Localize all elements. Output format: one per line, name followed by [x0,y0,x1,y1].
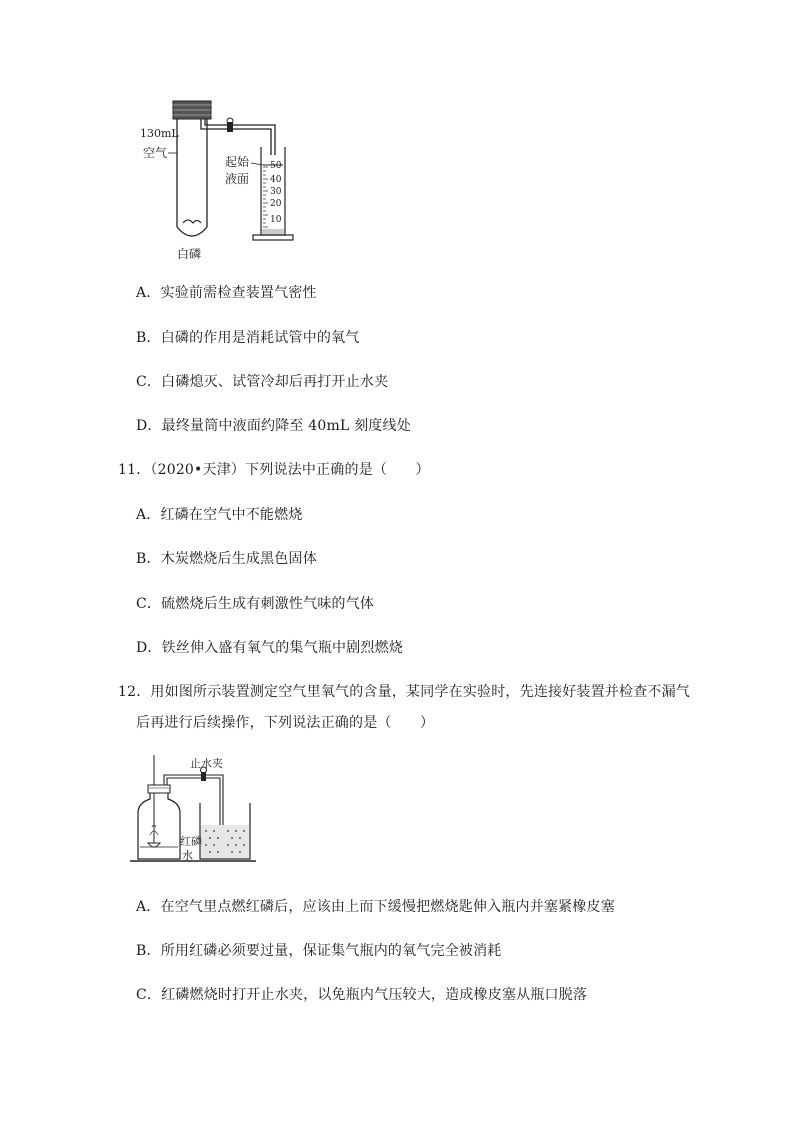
q12-stem-line1: 12．用如图所示装置测定空气里氧气的含量，某同学在实验时，先连接好装置并检查不漏气 [118,684,691,700]
q10-option-d: D．最终量筒中液面约降至 40mL 刻度线处 [136,418,411,434]
q11-option-d: D．铁丝伸入盛有氧气的集气瓶中剧烈燃烧 [136,640,404,656]
figure-gas-jar-apparatus [128,755,263,870]
q10-option-a: A．实验前需检查装置气密性 [136,285,317,301]
label-white-phosphorus: 白磷 [177,247,202,261]
q11-option-c: C．硫燃烧后生成有刺激性气味的气体 [136,596,375,612]
beaker [200,803,250,859]
jar-stopper [148,785,170,793]
red-phosphorus [148,843,160,847]
tick-label-50: 50 [270,161,282,171]
q12-option-b: B．所用红磷必须要过量，保证集气瓶内的氧气完全被消耗 [136,943,502,959]
q12-option-c: C．红磷燃烧时打开止水夹，以免瓶内气压较大，造成橡皮塞从瓶口脱落 [136,987,588,1003]
graduated-cylinder [253,147,293,240]
tick-label-10: 10 [270,215,282,225]
label-start: 起始 [225,155,250,169]
q11-option-b: B．木炭燃烧后生成黑色固体 [136,551,317,567]
figure-test-tube-apparatus [135,95,305,265]
q11-option-a: A．红磷在空气中不能燃烧 [136,507,303,523]
q10-option-c: C．白磷熄灭、试管冷却后再打开止水夹 [136,374,389,390]
gas-jar [138,793,180,859]
white-phosphorus [183,220,201,223]
label-water: 水 [182,849,193,862]
tick-label-40: 40 [270,175,282,185]
test-tube [177,119,207,236]
label-130ml: 130mL [140,127,179,140]
label-air: 空气 [143,146,168,160]
q11-stem: 11．（2020•天津）下列说法中正确的是（ ） [118,462,430,478]
label-red-phosphorus: 红磷 [180,835,202,848]
q12-stem-line2: 后再进行后续操作，下列说法正确的是（ ） [136,715,435,731]
tick-label-20: 20 [270,199,282,209]
q10-option-b: B．白磷的作用是消耗试管中的氧气 [136,330,360,346]
label-clamp: 止水夹 [190,757,223,770]
label-level: 液面 [225,172,250,186]
tick-label-30: 30 [270,187,282,197]
q12-option-a: A．在空气里点燃红磷后，应该由上而下缓慢把燃烧匙伸入瓶内并塞紧橡皮塞 [136,899,615,915]
